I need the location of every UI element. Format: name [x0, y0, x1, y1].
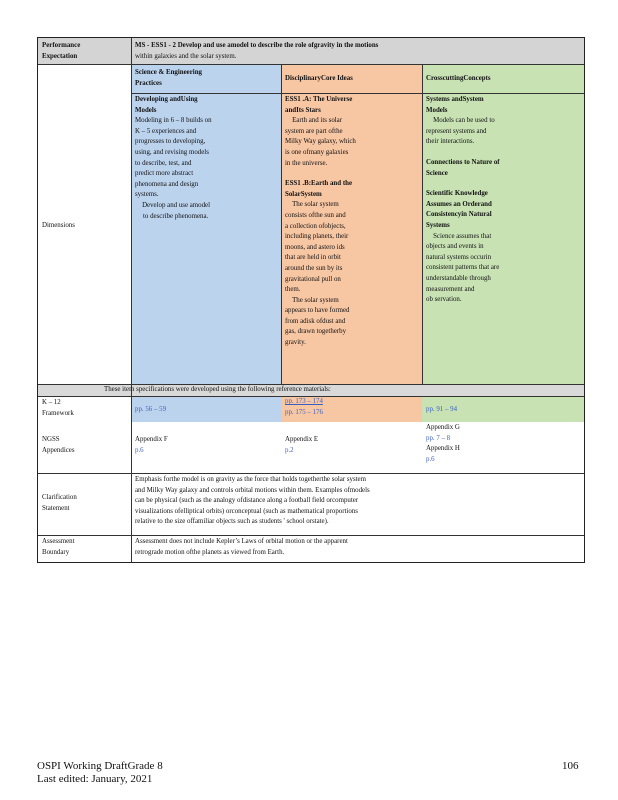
- footer-last-edited: Last edited: January, 2021: [37, 773, 153, 785]
- ngss-ccc-appendix: Appendix G pp. 7 – 8 Appendix H p.6: [426, 423, 460, 465]
- k12-dci-link-2[interactable]: pp. 175 – 176: [285, 409, 323, 416]
- ngss-ccc-page-link-2[interactable]: p.6: [426, 455, 435, 463]
- ngss-dci-appendix: Appendix E p.2: [285, 435, 318, 456]
- dci-column-title: DisciplinaryCore Ideas: [285, 75, 353, 82]
- references-sentence: These item specifications were developed using the following reference materials:: [104, 386, 331, 393]
- footer-left: [37, 760, 163, 786]
- sep-column-title: Science & Engineering Practices: [135, 69, 202, 87]
- k12-sep-link[interactable]: pp. 56 – 59: [135, 406, 167, 413]
- ngss-sep-page-link[interactable]: p.6: [135, 446, 144, 454]
- clarification-label: Clarification Statement: [42, 494, 77, 512]
- ngss-dci-page-link[interactable]: p.2: [285, 446, 294, 454]
- page-number: 106: [562, 760, 579, 772]
- ngss-ccc-pages-link-1[interactable]: pp. 7 – 8: [426, 434, 451, 442]
- assessment-boundary-label: Assessment Boundary: [42, 538, 75, 556]
- footer-draft-title: OSPI Working DraftGrade 8: [37, 760, 163, 772]
- k12-ccc-link[interactable]: pp. 91 – 94: [426, 406, 458, 413]
- ccc-column-title: CrosscuttingConcepts: [426, 75, 491, 82]
- sep-content: Developing andUsing Models Modeling in 6 – 8 builds on K – 5 experiences and progresses to developing, using, and revising models to describe, test, and predict more abstract phenomena and design systems. Develop and use amodel to describe phenomena.: [135, 96, 212, 220]
- dci-content: ESS1 .A: The Universe andIts Stars Earth and its solar system are part ofthe Milky Way galaxy, which is one ofmany galaxies in the universe. ESS1 .B:Earth and the SolarSystem The solar system consists ofthe sun and a collection ofobjects, including planets, their moons, and astero ids that are held in orbit around the sun by its gravitational pull on them. The solar system appears to have formed from adisk ofdust and gas, drawn togetherby gravity.: [285, 96, 356, 347]
- k12-dci-link-1[interactable]: pp. 173 – 174: [285, 398, 323, 405]
- assessment-boundary-text: Assessment does not include Kepler’s Laws of orbital motion or the apparent retrograde motion ofthe planets as viewed from Earth.: [135, 538, 348, 556]
- dimensions-label: Dimensions: [42, 222, 75, 229]
- clarification-statement: Emphasis forthe model is on gravity as the force that holds togetherthe solar system and Milky Way galaxy and controls orbital motions within them. Examples ofmodels can be physical (such as the analogy ofdistance along a football field orcomputer visualizations ofelliptical orbits) orconceptual (such as mathematical proportions relative to the size offamiliar objects such as students ' school orstate).: [135, 476, 370, 526]
- k12-framework-label: K – 12 Framework: [42, 399, 74, 417]
- ccc-content: Systems andSystem Models Models can be used to represent systems and their interactions. Connections to Nature of Science Scientific Knowledge Assumes an Orderand Consistencyin Natural Systems Science assumes that objects and events in natural systems occurin consistent patterns that are understandable through measurement and ob servation.: [426, 96, 500, 304]
- performance-expectation-text: MS - ESS1 - 2 Develop and use amodel to describe the role ofgravity in the motions within galaxies and the solar system.: [135, 42, 379, 60]
- perf-label: Performance Expectation: [42, 42, 81, 60]
- ngss-appendices-label: NGSS Appendices: [42, 436, 75, 454]
- ngss-sep-appendix: Appendix F p.6: [135, 435, 168, 456]
- standards-table: [37, 37, 585, 563]
